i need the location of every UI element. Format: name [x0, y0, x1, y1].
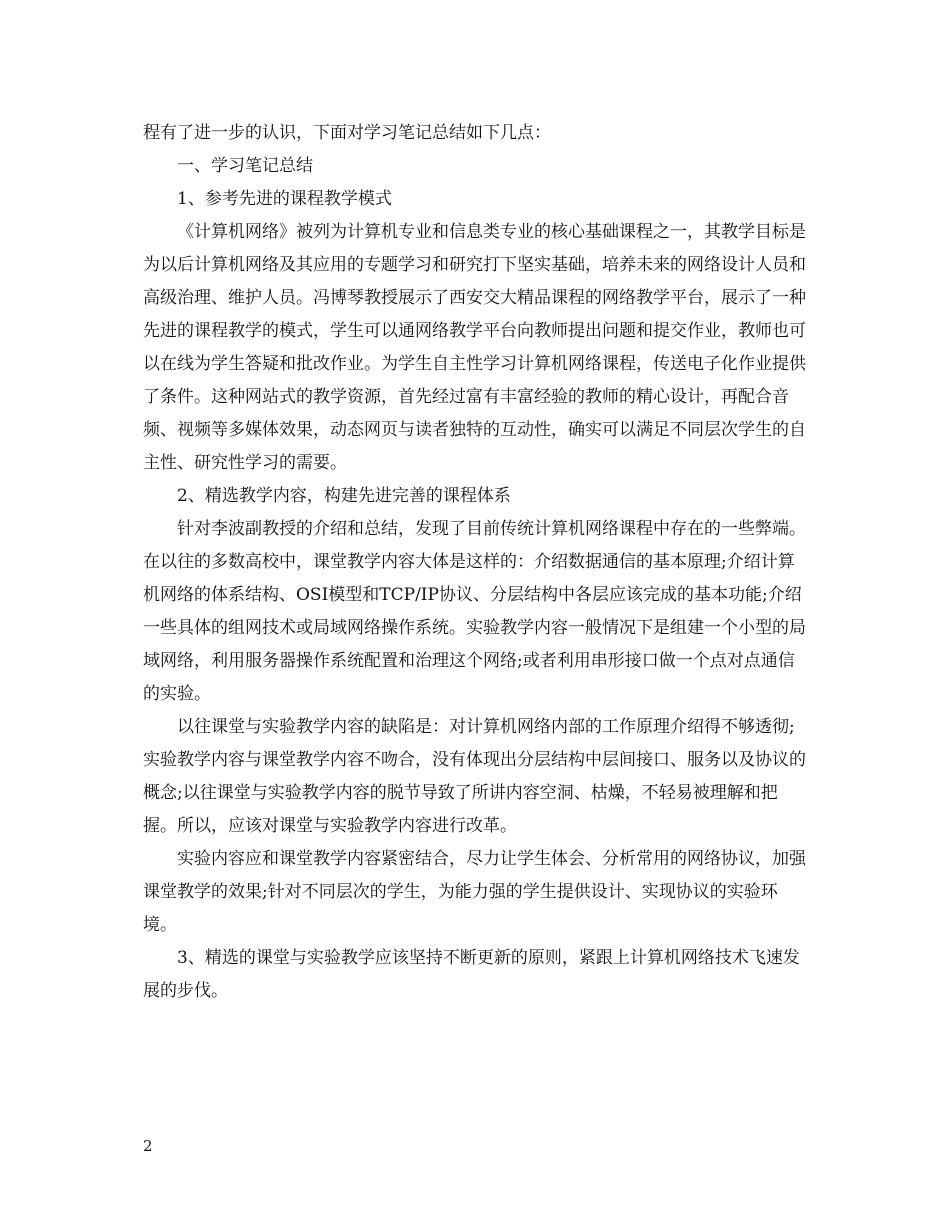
paragraph-1: 《计算机网络》被列为计算机专业和信息类专业的核心基础课程之一，其教学目标是为以后计算机网络及其应用的专题学习和研究打下坚实基础，培养未来的网络设计人员和高级治理、维护人员。冯博琴教授展示了西安交大精品课程的网络教学平台，展示了一种先进的课程教学的模式，学生可以通网络教学平台向教师提出问题和提交作业，教师也可以在线为学生答疑和批改作业。为学生自主性学习计算机网络课程，传送电子化作业提供了条件。这种网站式的教学资源，首先经过富有丰富经验的教师的精心设计，再配合音频、视频等多媒体效果，动态网页与读者独特的互动性，确实可以满足不同层次学生的自主性、研究性学习的需要。: [143, 222, 806, 473]
subheading-2: 2、精选教学内容，构建先进完善的课程体系: [177, 486, 511, 506]
paragraph-intro: 程有了进一步的认识，下面对学习笔记总结如下几点：: [143, 123, 551, 143]
paragraph-3: 以往课堂与实验教学内容的缺陷是：对计算机网络内部的工作原理介绍得不够透彻;实验教学内容与课堂教学内容不吻合，没有体现出分层结构中层间接口、服务以及协议的概念;以往课堂与实验教学内容的脱节导致了所讲内容空洞、枯燥，不轻易被理解和把握。所以，应该对课堂与实验教学内容进行改革。: [143, 717, 806, 836]
section-heading: 一、学习笔记总结: [177, 156, 313, 176]
subheading-3: 3、精选的课堂与实验教学应该坚持不断更新的原则，紧跟上计算机网络技术飞速发展的步伐。: [143, 948, 800, 1001]
page-number: 2: [143, 1137, 153, 1155]
paragraph-4: 实验内容应和课堂教学内容紧密结合，尽力让学生体会、分析常用的网络协议，加强课堂教学的效果;针对不同层次的学生，为能力强的学生提供设计、实现协议的实验环境。: [143, 849, 806, 935]
document-body: [143, 117, 811, 1008]
subheading-1: 1、参考先进的课程教学模式: [177, 189, 392, 209]
paragraph-2: 针对李波副教授的介绍和总结，发现了目前传统计算机网络课程中存在的一些弊端。在以往的多数高校中，课堂教学内容大体是这样的：介绍数据通信的基本原理;介绍计算机网络的体系结构、OSI模型和TCP/IP协议、分层结构中各层应该完成的基本功能;介绍一些具体的组网技术或局域网络操作系统。实验教学内容一般情况下是组建一个小型的局域网络，利用服务器操作系统配置和治理这个网络;或者利用串形接口做一个点对点通信的实验。: [143, 519, 806, 704]
